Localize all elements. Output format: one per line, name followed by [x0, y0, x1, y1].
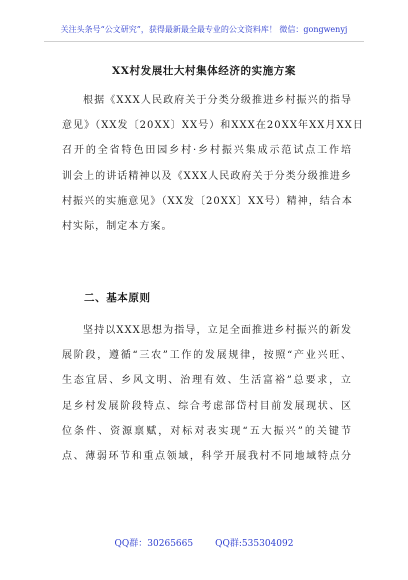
- footer-qq-groups: [0, 536, 408, 549]
- text-line: 点、薄弱环节和重点领域，科学开展我村不同地域特点分: [62, 451, 352, 463]
- qq-group-1: QQ群：30265665: [114, 539, 194, 549]
- intro-paragraph: [62, 88, 364, 239]
- document-title: XX村发展壮大村集体经济的实施方案: [112, 65, 296, 77]
- text-line: 根据《XXX人民政府关于分类分级推进乡村振兴的指导: [83, 95, 352, 106]
- text-line: 坚持以XXX思想为指导，立足全面推进乡村振兴的新发: [83, 325, 352, 336]
- header-divider: [44, 41, 364, 42]
- header-banner: 关注头条号“公文研究”，获得最新最全最专业的公文资料库！ 微信：gongwenyj: [60, 25, 348, 34]
- text-line: 意见》（XX发〔20XX〕XX号）和XXX在20XX年XX月XX日: [62, 120, 364, 132]
- text-line: 村振兴的实施意见》（XX发〔20XX〕XX号）精神，结合本: [62, 195, 353, 207]
- text-line: 足乡村发展阶段特点、综合考虑部岱村目前发展现状、区: [62, 400, 352, 412]
- principle-paragraph: [62, 318, 352, 469]
- text-line: 村实际，制定本方案。: [62, 221, 173, 233]
- text-line: 展阶段，遵循“三农”工作的发展规律，按照“产业兴旺、: [62, 350, 352, 362]
- text-line: 训会上的讲话精神以及《XXX人民政府关于分类分级推进乡: [62, 170, 352, 182]
- qq-group-2: QQ群:535304092: [215, 539, 294, 549]
- text-line: 位条件、资源禀赋，对标对表实现“五大振兴”的关键节: [62, 425, 352, 437]
- section-heading: 二、基本原则: [84, 292, 151, 304]
- text-line: 生态宜居、乡风文明、治理有效、生活富裕”总要求，立: [62, 375, 352, 387]
- text-line: 召开的全省特色田园乡村·乡村振兴集成示范试点工作培: [62, 145, 352, 157]
